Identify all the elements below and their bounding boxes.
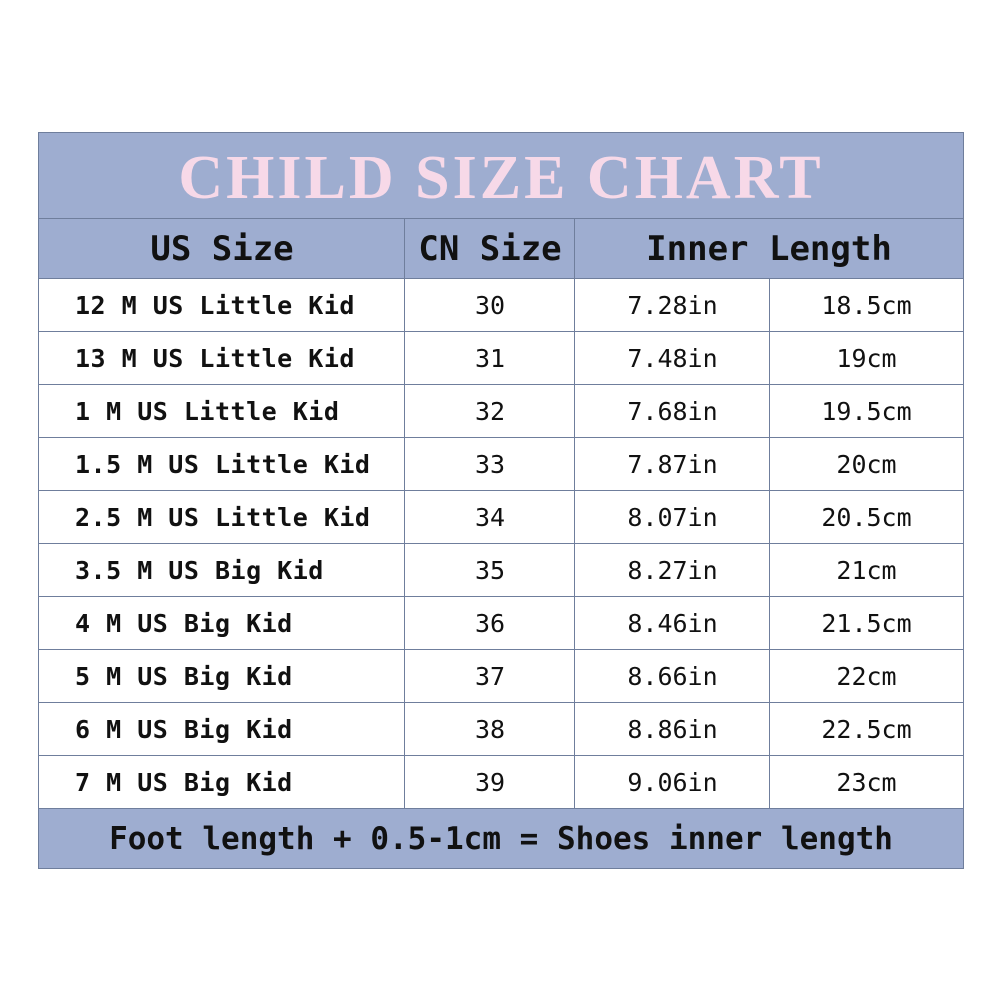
cell-inner-length-cm: 23cm xyxy=(836,767,897,797)
cell-cn-size: 35 xyxy=(474,555,506,585)
cell-cn-size: 30 xyxy=(474,290,506,320)
cell-inner-length-cm: 19cm xyxy=(836,343,897,373)
cell-cn-size: 37 xyxy=(474,661,506,691)
table-row xyxy=(39,438,963,491)
size-chart-table xyxy=(38,132,964,869)
table-row xyxy=(39,332,963,385)
cell-inner-length-in: 8.66in xyxy=(627,661,718,691)
cell-us-size: 13 M US Little Kid xyxy=(75,343,355,373)
cell-inner-length-in: 8.07in xyxy=(627,502,718,532)
chart-title: CHILD SIZE CHART xyxy=(178,143,824,212)
footer-note: Foot length + 0.5-1cm = Shoes inner length xyxy=(39,809,963,868)
header-cn-size: CN Size xyxy=(418,228,562,269)
cell-us-size: 3.5 M US Big Kid xyxy=(75,555,324,585)
grid-line xyxy=(574,219,575,809)
grid-line xyxy=(769,279,770,809)
header-us-size: US Size xyxy=(150,228,294,269)
cell-inner-length-in: 7.87in xyxy=(627,449,718,479)
cell-inner-length-cm: 21cm xyxy=(836,555,897,585)
cell-us-size: 2.5 M US Little Kid xyxy=(75,502,371,532)
cell-cn-size: 36 xyxy=(474,608,506,638)
cell-inner-length-cm: 19.5cm xyxy=(821,396,912,426)
cell-inner-length-in: 8.86in xyxy=(627,714,718,744)
header-inner-length: Inner Length xyxy=(646,228,892,269)
cell-cn-size: 31 xyxy=(474,343,506,373)
cell-inner-length-cm: 21.5cm xyxy=(821,608,912,638)
table-body xyxy=(39,279,963,809)
table-row xyxy=(39,597,963,650)
table-row xyxy=(39,756,963,809)
cell-us-size: 12 M US Little Kid xyxy=(75,290,355,320)
cell-inner-length-in: 8.27in xyxy=(627,555,718,585)
cell-inner-length-cm: 20cm xyxy=(836,449,897,479)
table-row xyxy=(39,385,963,438)
table-row xyxy=(39,544,963,597)
title-band xyxy=(39,133,963,219)
cell-cn-size: 39 xyxy=(474,767,506,797)
cell-inner-length-in: 7.48in xyxy=(627,343,718,373)
cell-us-size: 7 M US Big Kid xyxy=(75,767,293,797)
cell-inner-length-in: 7.28in xyxy=(627,290,718,320)
cell-inner-length-cm: 22.5cm xyxy=(821,714,912,744)
cell-inner-length-cm: 22cm xyxy=(836,661,897,691)
cell-inner-length-cm: 18.5cm xyxy=(821,290,912,320)
cell-cn-size: 33 xyxy=(474,449,506,479)
header-row xyxy=(39,219,963,279)
cell-inner-length-in: 7.68in xyxy=(627,396,718,426)
cell-inner-length-cm: 20.5cm xyxy=(821,502,912,532)
cell-inner-length-in: 8.46in xyxy=(627,608,718,638)
table-row xyxy=(39,650,963,703)
table-row xyxy=(39,703,963,756)
cell-inner-length-in: 9.06in xyxy=(627,767,718,797)
table-row xyxy=(39,491,963,544)
cell-us-size: 1.5 M US Little Kid xyxy=(75,449,371,479)
cell-cn-size: 38 xyxy=(474,714,506,744)
cell-us-size: 6 M US Big Kid xyxy=(75,714,293,744)
cell-us-size: 5 M US Big Kid xyxy=(75,661,293,691)
table-row xyxy=(39,279,963,332)
cell-us-size: 1 M US Little Kid xyxy=(75,396,340,426)
cell-cn-size: 34 xyxy=(474,502,506,532)
cell-cn-size: 32 xyxy=(474,396,506,426)
cell-us-size: 4 M US Big Kid xyxy=(75,608,293,638)
grid-line xyxy=(404,219,405,809)
